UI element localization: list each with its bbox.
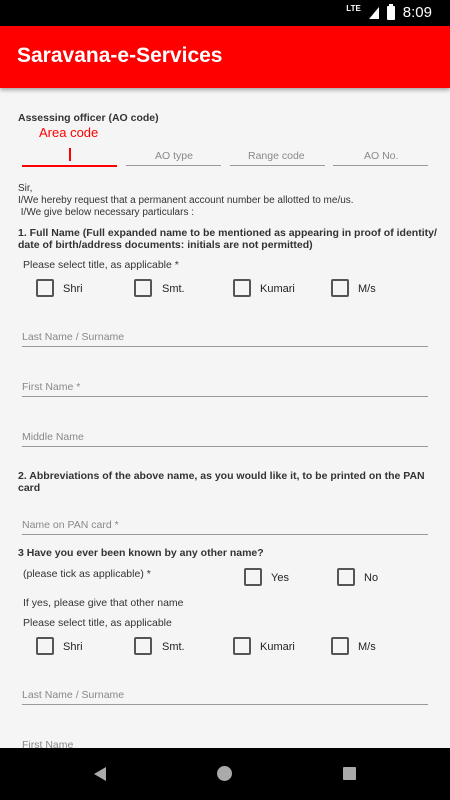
ao-type-placeholder: AO type <box>155 150 193 162</box>
other-name-prompt: If yes, please give that other name <box>23 597 184 609</box>
first-name-input[interactable] <box>22 374 428 398</box>
range-code-underline <box>230 165 325 166</box>
title-ms-label: M/s <box>358 283 376 295</box>
area-code-label: Area code <box>39 125 99 140</box>
ao-type-underline <box>126 165 221 166</box>
section1-heading-line1: 1. Full Name (Full expanded name to be mentioned as appearing in proof of identity/ <box>18 227 437 239</box>
area-code-underline <box>22 165 117 167</box>
other-last-name-underline <box>22 704 428 705</box>
signal-icon <box>369 7 379 19</box>
other-name-no-label: No <box>364 572 379 584</box>
title-shri-checkbox[interactable] <box>36 279 54 297</box>
navigation-bar <box>0 748 450 800</box>
first-name-placeholder: First Name * <box>22 381 81 393</box>
tick-prompt: (please tick as applicable) * <box>23 568 151 580</box>
other-last-name-placeholder: Last Name / Surname <box>22 689 125 701</box>
other-title-kumari-label: Kumari <box>260 641 295 653</box>
other-title-kumari-checkbox[interactable] <box>233 637 251 655</box>
other-name-yes-label: Yes <box>271 572 289 584</box>
text-cursor <box>69 148 71 161</box>
form-content[interactable] <box>0 88 450 748</box>
app-title: Saravana-e-Services <box>17 44 223 67</box>
intro-request: I/We hereby request that a permanent account number be allotted to me/us. <box>18 195 354 206</box>
other-first-name-placeholder: First Name <box>22 739 74 748</box>
section3-heading: 3 Have you ever been known by any other name? <box>18 547 264 559</box>
ao-no-underline <box>333 165 428 166</box>
ao-heading: Assessing officer (AO code) <box>18 112 159 124</box>
title-ms-checkbox[interactable] <box>331 279 349 297</box>
last-name-placeholder: Last Name / Surname <box>22 331 125 343</box>
range-code-placeholder: Range code <box>248 150 305 162</box>
title-kumari-label: Kumari <box>260 283 295 295</box>
title-smt-label: Smt. <box>162 283 185 295</box>
other-title-smt-checkbox[interactable] <box>134 637 152 655</box>
other-title-smt-label: Smt. <box>162 641 185 653</box>
section2-heading-line2: card <box>18 482 41 494</box>
recent-square-icon[interactable] <box>343 767 356 780</box>
status-bar <box>0 0 450 26</box>
middle-name-underline <box>22 446 428 447</box>
intro-particulars: I/We give below necessary particulars : <box>18 207 195 218</box>
middle-name-placeholder: Middle Name <box>22 431 84 443</box>
last-name-underline <box>22 346 428 347</box>
other-first-name-input[interactable] <box>22 732 428 748</box>
title-shri-label: Shri <box>63 283 83 295</box>
other-name-yes-checkbox[interactable] <box>244 568 262 586</box>
back-triangle-icon[interactable] <box>94 767 106 781</box>
other-title-prompt: Please select title, as applicable <box>23 617 172 629</box>
title-prompt: Please select title, as applicable * <box>23 259 179 271</box>
pan-name-underline <box>22 534 428 535</box>
other-title-shri-label: Shri <box>63 641 83 653</box>
other-name-no-checkbox[interactable] <box>337 568 355 586</box>
battery-icon <box>387 6 395 20</box>
section1-heading-line2: date of birth/address documents: initials are not permitted) <box>18 239 313 251</box>
intro-sir: Sir, <box>18 183 33 194</box>
title-kumari-checkbox[interactable] <box>233 279 251 297</box>
first-name-underline <box>22 396 428 397</box>
other-title-ms-label: M/s <box>358 641 376 653</box>
title-smt-checkbox[interactable] <box>134 279 152 297</box>
pan-name-placeholder: Name on PAN card * <box>22 519 119 531</box>
other-title-shri-checkbox[interactable] <box>36 637 54 655</box>
app-bar <box>0 26 450 88</box>
section2-heading-line1: 2. Abbreviations of the above name, as you would like it, to be printed on the PAN <box>18 470 425 482</box>
ao-no-placeholder: AO No. <box>364 150 399 162</box>
status-time: 8:09 <box>402 4 432 21</box>
other-title-ms-checkbox[interactable] <box>331 637 349 655</box>
home-circle-icon[interactable] <box>217 766 232 781</box>
lte-label: LTE <box>346 4 361 13</box>
